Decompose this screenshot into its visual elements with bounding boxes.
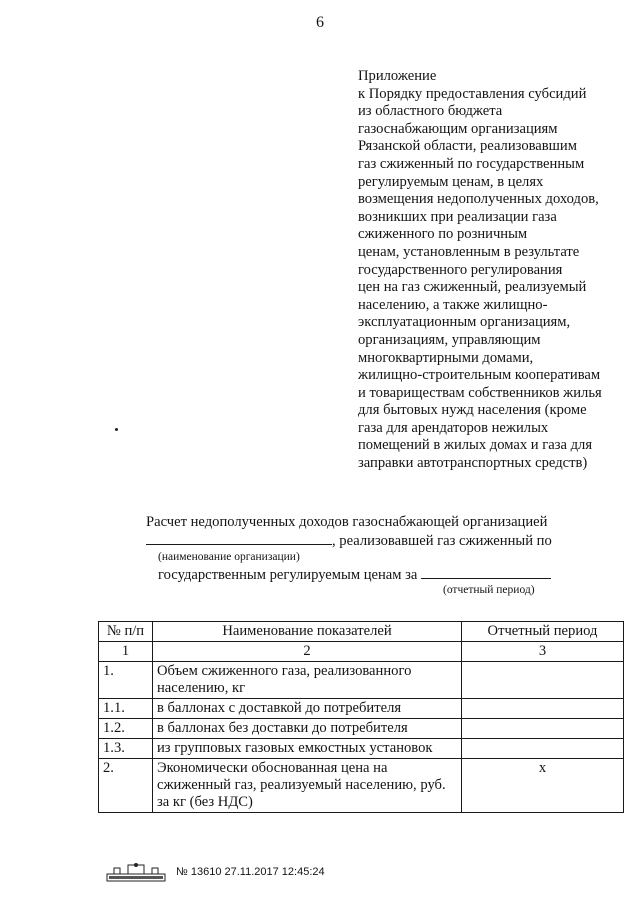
appendix-line: жилищно-строительным кооперативам: [358, 367, 601, 384]
report-table: [98, 621, 624, 813]
calc-title-line3: [158, 566, 551, 584]
header-num: № п/п: [99, 622, 153, 642]
appendix-block: [358, 68, 633, 473]
appendix-line: сжиженного по розничным: [358, 226, 528, 243]
row-num: 1.: [99, 662, 153, 699]
table-header-row: [99, 622, 624, 642]
appendix-line: многоквартирными домами,: [358, 349, 534, 366]
appendix-line: населению, а также жилищно-: [358, 296, 548, 313]
appendix-line: помещений в жилых домах и газа для: [358, 437, 593, 454]
table-row: [99, 719, 624, 739]
appendix-line: цен на газ сжиженный, реализуемый: [358, 279, 587, 296]
appendix-line: возмещения недополученных доходов,: [358, 191, 599, 208]
colnum-2: 2: [153, 642, 462, 662]
appendix-line: газа для арендаторов нежилых: [358, 419, 549, 436]
row-value[interactable]: [462, 699, 624, 719]
appendix-line: эксплуатационным организациям,: [358, 314, 571, 331]
row-value[interactable]: x: [462, 759, 624, 813]
appendix-line: организациям, управляющим: [358, 331, 541, 348]
calc-title-line2: [146, 532, 552, 550]
row-num: 1.1.: [99, 699, 153, 719]
registry-number: № 13610 27.11.2017 12:45:24: [176, 866, 325, 878]
colnum-1: 1: [99, 642, 153, 662]
appendix-line: Приложение: [358, 68, 437, 84]
calc-line2-suffix: , реализовавшей газ сжиженный по: [332, 533, 552, 549]
appendix-line: газ сжиженный по государственным: [358, 155, 585, 172]
header-name: Наименование показателей: [153, 622, 462, 642]
colnum-3: 3: [462, 642, 624, 662]
appendix-line: ценам, установленным в результате: [358, 243, 580, 260]
row-name: Объем сжиженного газа, реализованного населению, кг: [153, 662, 462, 699]
row-value[interactable]: [462, 719, 624, 739]
row-num: 1.2.: [99, 719, 153, 739]
appendix-line: заправки автотранспортных средств): [358, 455, 588, 472]
appendix-line: возникших при реализации газа: [358, 208, 557, 225]
table-row: [99, 759, 624, 813]
registry-stamp-icon: [106, 862, 166, 882]
row-name: в баллонах с доставкой до потребителя: [153, 699, 462, 719]
appendix-line: для бытовых нужд населения (кроме: [358, 402, 587, 419]
calc-line3-text: государственным регулируемым ценам за: [158, 567, 418, 583]
row-name: Экономически обоснованная цена на сжиженный газ, реализуемый населению, руб. за кг (без НДС): [153, 759, 462, 813]
appendix-line: газоснабжающим организациям: [358, 120, 558, 137]
page-number: 6: [316, 14, 324, 31]
appendix-line: регулируемым ценам, в целях: [358, 173, 544, 190]
appendix-line: Рязанской области, реализовавшим: [358, 138, 577, 155]
org-name-note: (наименование организации): [158, 551, 300, 563]
row-name: из групповых газовых емкостных установок: [153, 739, 462, 759]
row-value[interactable]: [462, 662, 624, 699]
appendix-line: к Порядку предоставления субсидий: [358, 85, 587, 102]
row-num: 1.3.: [99, 739, 153, 759]
header-period: Отчетный период: [462, 622, 624, 642]
appendix-line: и товариществам собственников жилья: [358, 384, 602, 401]
table-colnum-row: [99, 642, 624, 662]
table-row: [99, 739, 624, 759]
row-name: в баллонах без доставки до потребителя: [153, 719, 462, 739]
period-blank[interactable]: [421, 566, 551, 579]
table-row: [99, 662, 624, 699]
calc-title-line1: Расчет недополученных доходов газоснабжающей организацией: [146, 514, 548, 530]
org-name-blank[interactable]: [146, 532, 332, 545]
period-note: (отчетный период): [443, 584, 535, 596]
scan-speck: [115, 428, 118, 431]
row-num: 2.: [99, 759, 153, 813]
row-value[interactable]: [462, 739, 624, 759]
table-row: [99, 699, 624, 719]
appendix-line: государственного регулирования: [358, 261, 563, 278]
appendix-line: из областного бюджета: [358, 103, 503, 120]
